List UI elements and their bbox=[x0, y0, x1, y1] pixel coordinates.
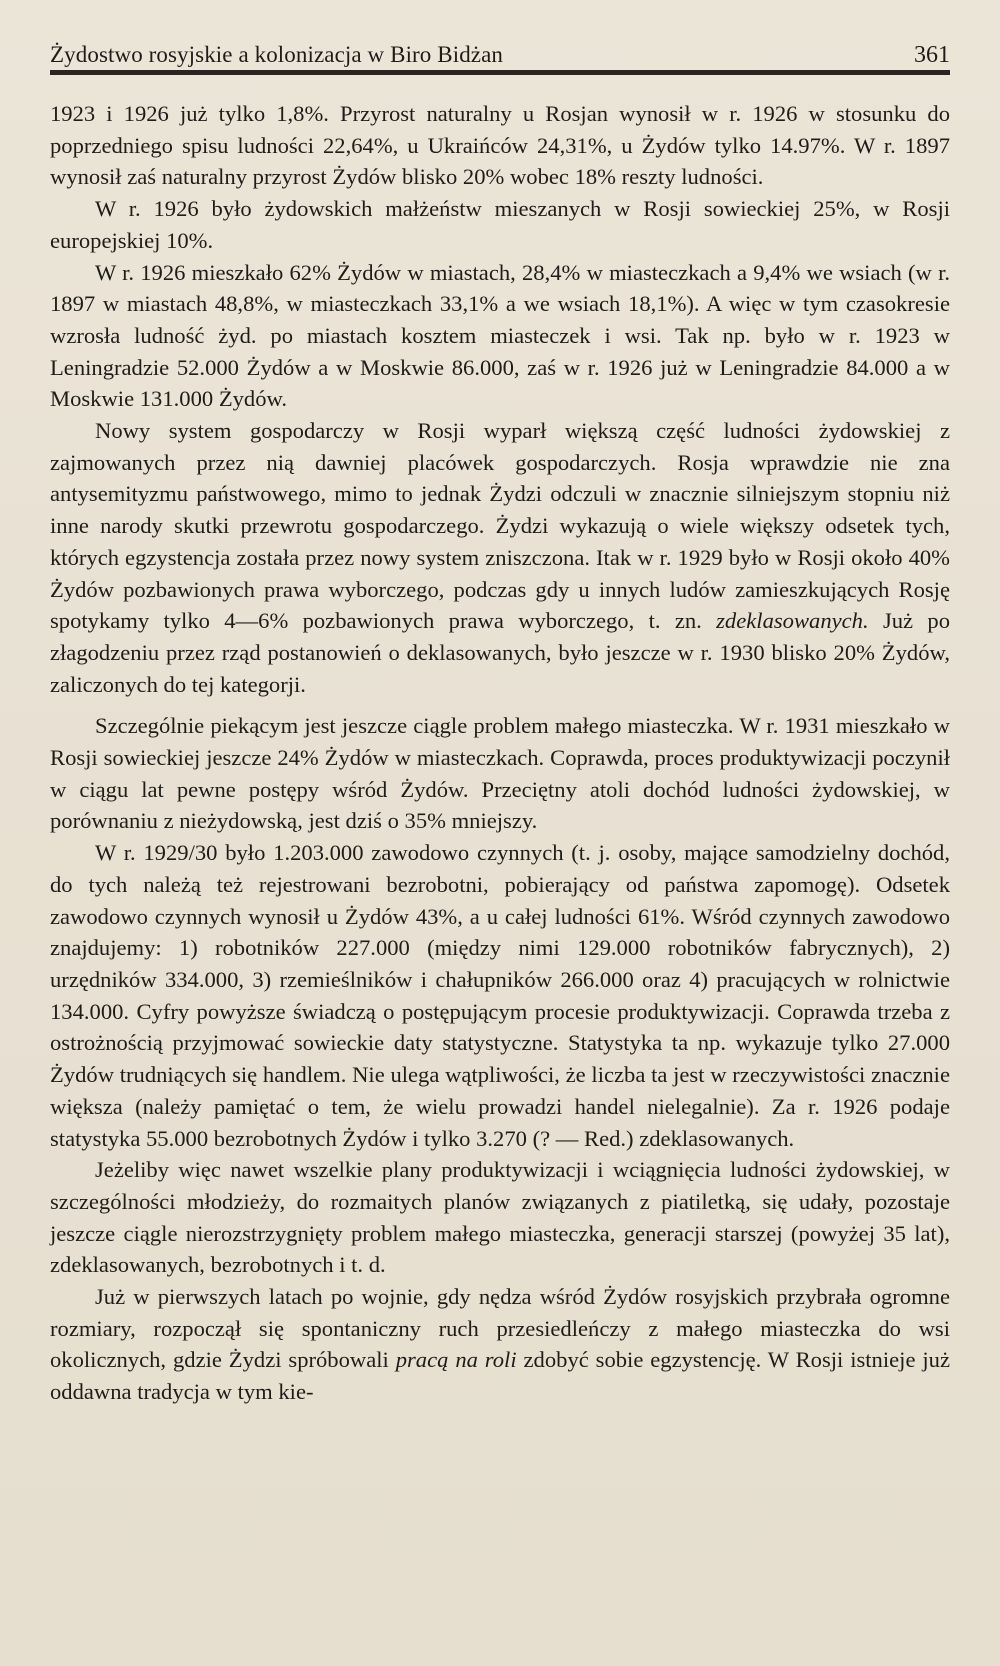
paragraph-4-italic: zdeklasowanych. bbox=[716, 608, 869, 634]
paragraph-8-text-before: Już w pierwszych latach po wojnie, gdy nędza wśród Żydów rosyjskich przybrała ogromne rozmiary, rozpoczął się spontaniczny ruch przesiedleńczy z małego miasteczka do wsi okolicznych, gdzie Żydzi spróbowali bbox=[50, 1284, 950, 1373]
page-number: 361 bbox=[914, 42, 950, 68]
paragraph-3: W r. 1926 mieszkało 62% Żydów w miastach, 28,4% w miasteczkach a 9,4% we wsiach (w r. 1897 w miastach 48,8%, w miasteczkach 33,1% a we wsiach 18,1%). A więc w tym czasokresie wzrosła ludność żyd. po miastach kosztem miasteczek i wsi. Tak np. było w r. 1923 w Leningradzie 52.000 Żydów a w Moskwie 86.000, zaś w r. 1926 już w Leningradzie 84.000 a w Moskwie 131.000 Żydów. bbox=[50, 259, 950, 412]
page-header bbox=[50, 38, 950, 72]
paragraph-5: Szczególnie piekącym jest jeszcze ciągle problem małego miasteczka. W r. 1931 mieszkało w Rosji sowieckiej jeszcze 24% Żydów w miasteczkach. Coprawda, proces produktywizacji poczynił w ciągu lat pewne postępy wśród Żydów. Przeciętny atoli dochód ludności żydowskiej, w porównaniu z nieżydowską, jest dziś o 35% mniejszy. bbox=[50, 713, 950, 834]
paragraph-8-italic: pracą na roli bbox=[395, 1347, 517, 1373]
paragraph-4-text-before: Nowy system gospodarczy w Rosji wyparł większą część ludności żydowskiej z zajmowanych przez nią dawniej placówek gospodarczych. Rosja wprawdzie nie zna antysemityzmu państwowego, mimo to jednak Żydzi odczuli w znacznie silniejszym stopniu niż inne narody skutki przewrotu gospodarczego. Żydzi wykazują o wiele większy odsetek tych, których egzystencja została przez nowy system zniszczona. Itak w r. 1929 było w Rosji około 40% Żydów pozbawionych prawa wyborczego, podczas gdy u innych ludów zamieszkujących Rosję spotykamy tylko 4—6% pozbawionych prawa wyborczego, t. zn. bbox=[50, 418, 950, 634]
running-title: Żydostwo rosyjskie a kolonizacja w Biro Bidżan bbox=[50, 42, 504, 67]
body-text bbox=[50, 98, 950, 1408]
paragraph-2: W r. 1926 było żydowskich małżeństw mieszanych w Rosji sowieckiej 25%, w Rosji europejskiej 10%. bbox=[50, 196, 950, 253]
paragraph-4-text-after: Już po złagodzeniu przez rząd postanowień o deklasowanych, było jeszcze w r. 1930 blisko 20% Żydów, zaliczonych do tej kategorji. bbox=[50, 608, 950, 697]
paragraph-7: Jeżeliby więc nawet wszelkie plany produktywizacji i wciągnięcia ludności żydowskiej, w szczególności młodzieży, do rozmaitych planów związanych z piatiletką, się udały, pozostaje jeszcze ciągle nierozstrzygnięty problem małego miasteczka, generacji starszej (powyżej 35 lat), zdeklasowanych, bezrobotnych i t. d. bbox=[50, 1157, 950, 1278]
header-rule bbox=[50, 70, 950, 75]
paragraph-8-text-after: zdobyć sobie egzystencję. W Rosji istnieje już oddawna tradycja w tym kie- bbox=[50, 1347, 950, 1405]
paragraph-8 bbox=[50, 1281, 950, 1408]
paragraph-1: 1923 i 1926 już tylko 1,8%. Przyrost naturalny u Rosjan wynosił w r. 1926 w stosunku do poprzedniego spisu ludności 22,64%, u Ukraińców 24,31%, u Żydów tylko 14.97%. W r. 1897 wynosił zaś naturalny przyrost Żydów blisko 20% wobec 18% reszty ludności. bbox=[50, 101, 950, 190]
paragraph-4 bbox=[50, 415, 950, 700]
paragraph-6: W r. 1929/30 było 1.203.000 zawodowo czynnych (t. j. osoby, mające samodzielny dochód, do tych należą też rejestrowani bezrobotni, pobierający od państwa zapomogę). Odsetek zawodowo czynnych wynosił u Żydów 43%, a u całej ludności 61%. Wśród czynnych zawodowo znajdujemy: 1) robotników 227.000 (między nimi 129.000 robotników fabrycznych), 2) urzędników 334.000, 3) rzemieślników i chałupników 266.000 oraz 4) pracujących w rolnictwie 134.000. Cyfry powyższe świadczą o postępującym procesie produktywizacji. Coprawda trzeba z ostrożnością przyjmować sowieckie daty statystyczne. Statystyka ta np. wykazuje tylko 27.000 Żydów trudniących się handlem. Nie ulega wątpliwości, że liczba ta jest w rzeczywistości znacznie większa (należy pamiętać o tem, że wielu prowadzi handel nielegalnie). Za r. 1926 podaje statystyka 55.000 bezrobotnych Żydów i tylko 3.270 (? — Red.) zdeklasowanych. bbox=[50, 840, 950, 1151]
